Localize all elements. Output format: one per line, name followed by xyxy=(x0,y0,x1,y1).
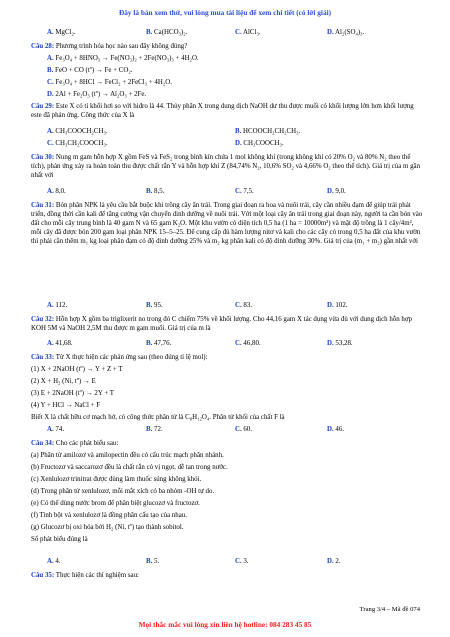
q30-text: Nung m gam hỗn hợp X gồm FeS và FeS₂ trong bình kín chứa 1 mol không khí (trong không khí có 20% O₂ và 80% N₂ theo thể tích), phản ứng xảy ra hoàn toàn thu được chất rắn Y và hỗn hợp khí Z (84,74% N₂, 10,6% SO₂ và 4,66% O₂ theo thể tích). Giá trị của m gần nhất với xyxy=(31,154,421,179)
q34-label: Câu 34: xyxy=(31,440,55,447)
q32-text: Hỗn hợp X gồm ba triglixerit no trong đó C chiếm 75% về khối lượng. Cho 44,16 gam X tác dụng vừa đủ với dung dịch hỗn hợp KOH 5M và NaOH 2,5M thu được m gam muối. Giá trị của m là xyxy=(31,316,412,332)
q29-label: Câu 29: xyxy=(31,103,55,110)
option-letter: C. xyxy=(235,340,242,347)
q35-label: Câu 35: xyxy=(31,572,55,579)
q29-text: Este X có tỉ khối hơi so với hiđro là 44. Thủy phân X trong dung dịch NaOH dư thu được muối có khối lượng lớn hơn khối lượng este đã phản ứng. Công thức của X là xyxy=(31,103,414,119)
q28-label: Câu 28: xyxy=(31,43,55,50)
q33-option-a[interactable]: A. 74. xyxy=(47,426,65,433)
option-letter: D. xyxy=(327,302,334,309)
option-letter: C. xyxy=(235,558,242,565)
q28-option-b[interactable]: B. FeO + CO (tº) → Fe + CO₂. xyxy=(47,67,133,74)
q28-option-c[interactable]: C. Fe₃O₄ + 8HCl → FeCl₂ + 2FeCl₃ + 4H₂O. xyxy=(47,79,172,86)
q34-statement-c: (c) Xenlulozơ trinitrat được dùng làm thuốc súng không khói. xyxy=(31,476,202,483)
q28-option-d[interactable]: D. 2Al + Fe₂O₃ (tº) → Al₂O₃ + 2Fe. xyxy=(47,91,147,98)
q27-option-a[interactable]: A. MgCl₂. xyxy=(47,29,76,36)
q30-option-d[interactable]: D. 9,0. xyxy=(327,188,346,195)
q29 xyxy=(31,102,425,120)
q32-option-b[interactable]: B. 47,76. xyxy=(146,340,172,347)
q31-text: Bón phân NPK là yêu cầu bắt buộc khi trồng cây ăn trái. Trong giai đoạn ra hoa và nuôi trái, cây cần nhiều đạm để giúp trái phát triển, đồng thời cần kali để tăng cường vận chuyển dinh dưỡng về nuôi trái. Với một loại cây ăn trái trong giai đoạn này, người ta cần bón vào đất cho mỗi cây trung bình là 40 gam N và 65 gam K₂O. Một khu vườn có diện tích 0,5 ha (1 ha = 10000m²) và mật độ trồng là 1 cây/4m², mỗi cây đã được bón 200 gam loại phân NPK 15–5–25. Để cung cấp đủ hàm lượng nitơ và kali cho các cây có trong 0,5 ha đất của khu vườn thì phải cần thêm m₁ kg loại phân đạm có độ dinh dưỡng 25% và m₂ kg phân kali có độ dinh dưỡng 30%. Giá trị của (m₁ + m₂) gần nhất với xyxy=(31,202,423,245)
q34-statement-a: (a) Phân tử amilozơ và amilopectin đều có cấu trúc mạch phân nhánh. xyxy=(31,452,224,459)
q27-option-b[interactable]: B. Ca(HCO₃)₂. xyxy=(146,29,188,36)
option-letter: D. xyxy=(327,340,334,347)
option-letter: D. xyxy=(327,29,334,36)
q31-option-b[interactable]: B. 95. xyxy=(146,302,163,309)
q30-label: Câu 30: xyxy=(31,154,55,161)
q34-option-c[interactable]: C. 3. xyxy=(235,558,249,565)
q28-option-a[interactable]: A. Fe₃O₄ + 8HNO₃ → Fe(NO₃)₂ + 2Fe(NO₃)₃ + 4H₂O. xyxy=(47,55,199,62)
q35 xyxy=(31,571,139,580)
option-letter: A. xyxy=(47,55,54,62)
q34-option-b[interactable]: B. 5. xyxy=(146,558,160,565)
q34-statement-b: (b) Fructozơ và saccarozơ đều là chất rắn có vị ngọt, dễ tan trong nước. xyxy=(31,464,228,471)
q34-statement-e: (e) Có thể dùng nước brom để phân biệt glucozơ và fructozơ. xyxy=(31,500,200,507)
q30-option-c[interactable]: C. 7,5. xyxy=(235,188,254,195)
option-letter: D. xyxy=(327,188,334,195)
q33-reaction-4: (4) Y + HCl → NaCl + F xyxy=(31,402,101,409)
q33-option-d[interactable]: D. 46. xyxy=(327,426,345,433)
q33-reaction-1: (1) X + 2NaOH (tº) → Y + Z + T xyxy=(31,366,123,373)
q27-option-d[interactable]: D. Al₂(SO₄)₃. xyxy=(327,29,365,36)
option-letter: C. xyxy=(47,140,54,147)
q33-reaction-2: (2) X + H₂ (Ni, tº) → E xyxy=(31,378,96,385)
q29-option-c[interactable]: C. CH₃CH₂COOCH₃. xyxy=(47,140,108,147)
q31-option-a[interactable]: A. 112. xyxy=(47,302,68,309)
q32-option-d[interactable]: D. 53,28. xyxy=(327,340,353,347)
q29-option-b[interactable]: B. HCOOCH₂CH₂CH₃. xyxy=(235,128,301,135)
option-letter: D. xyxy=(327,558,334,565)
option-letter: C. xyxy=(235,188,242,195)
option-letter: C. xyxy=(235,302,242,309)
q28-text: Phương trình hóa học nào sau đây không đúng? xyxy=(55,43,188,50)
option-letter: A. xyxy=(47,558,54,565)
hotline-footer: Mọi thắc mắc vui lòng xin liên hệ hotline: 084 283 45 85 xyxy=(138,620,312,629)
q34 xyxy=(31,439,118,448)
option-letter: B. xyxy=(146,188,153,195)
option-letter: A. xyxy=(47,340,54,347)
q34-statement-d: (d) Trong phân tử xenlulozơ, mỗi mắt xích có ba nhóm -OH tự do. xyxy=(31,488,215,495)
q33-option-c[interactable]: C. 60. xyxy=(235,426,253,433)
option-letter: A. xyxy=(47,302,54,309)
q34-question: Số phát biểu đúng là xyxy=(31,536,88,543)
q30 xyxy=(31,153,425,180)
q32-option-c[interactable]: C. 46,80. xyxy=(235,340,261,347)
option-letter: A. xyxy=(47,188,54,195)
q28 xyxy=(31,42,187,51)
q33-reaction-3: (3) E + 2NaOH (tº) → 2Y + T xyxy=(31,390,115,397)
q27-option-c[interactable]: C. AlCl₃. xyxy=(235,29,261,36)
q33-option-b[interactable]: B. 72. xyxy=(146,426,163,433)
option-letter: B. xyxy=(146,340,153,347)
q35-text: Thực hiện các thí nghiệm sau: xyxy=(55,572,139,579)
q34-option-d[interactable]: D. 2. xyxy=(327,558,341,565)
q34-option-a[interactable]: A. 4. xyxy=(47,558,61,565)
option-letter: C. xyxy=(235,29,242,36)
q30-option-b[interactable]: B. 8,5. xyxy=(146,188,165,195)
q34-statement-g: (g) Glucozơ bị oxi hóa bởi H₂ (Ni, tº) tạo thành sobitol. xyxy=(31,524,184,531)
option-letter: A. xyxy=(47,128,54,135)
option-letter: D. xyxy=(327,426,334,433)
q32-label: Câu 32: xyxy=(31,316,55,323)
q29-option-a[interactable]: A. CH₃COOCH₂CH₃. xyxy=(47,128,108,135)
option-letter: B. xyxy=(235,128,242,135)
q33-text: Từ X thực hiện các phản ứng sau (theo đúng tỉ lệ mol): xyxy=(55,354,208,361)
q29-option-d[interactable]: D. CH₃COOCH₃. xyxy=(235,140,284,147)
q31-option-c[interactable]: C. 83. xyxy=(235,302,253,309)
option-letter: D. xyxy=(235,140,242,147)
option-letter: B. xyxy=(146,558,153,565)
option-letter: B. xyxy=(146,302,153,309)
q30-option-a[interactable]: A. 8,0. xyxy=(47,188,66,195)
option-letter: B. xyxy=(146,29,153,36)
q32 xyxy=(31,315,425,333)
q33 xyxy=(31,353,207,362)
option-letter: A. xyxy=(47,29,54,36)
q33-label: Câu 33: xyxy=(31,354,55,361)
q34-text: Cho các phát biểu sau: xyxy=(55,440,119,447)
option-letter: C. xyxy=(47,79,54,86)
q32-option-a[interactable]: A. 41,68. xyxy=(47,340,73,347)
option-letter: C. xyxy=(235,426,242,433)
preview-banner: Đây là bản xem thử, vui lòng mua tài liệu để xem chi tiết (có lời giải) xyxy=(118,8,332,17)
q31 xyxy=(31,201,425,246)
q33-question: Biết X là chất hữu cơ mạch hở, có công thức phân tử là C₈H₁₂O₄. Phân tử khối của chất F là xyxy=(31,414,285,421)
q31-label: Câu 31: xyxy=(31,202,55,209)
q34-statement-f: (f) Tinh bột và xenlulozơ là đồng phân cấu tạo của nhau. xyxy=(31,512,187,519)
option-letter: D. xyxy=(47,91,54,98)
option-letter: A. xyxy=(47,426,54,433)
option-letter: B. xyxy=(146,426,153,433)
page-number: Trang 3/4 – Mã đề 074 xyxy=(359,606,420,613)
option-letter: B. xyxy=(47,67,54,74)
q31-option-d[interactable]: D. 102. xyxy=(327,302,348,309)
